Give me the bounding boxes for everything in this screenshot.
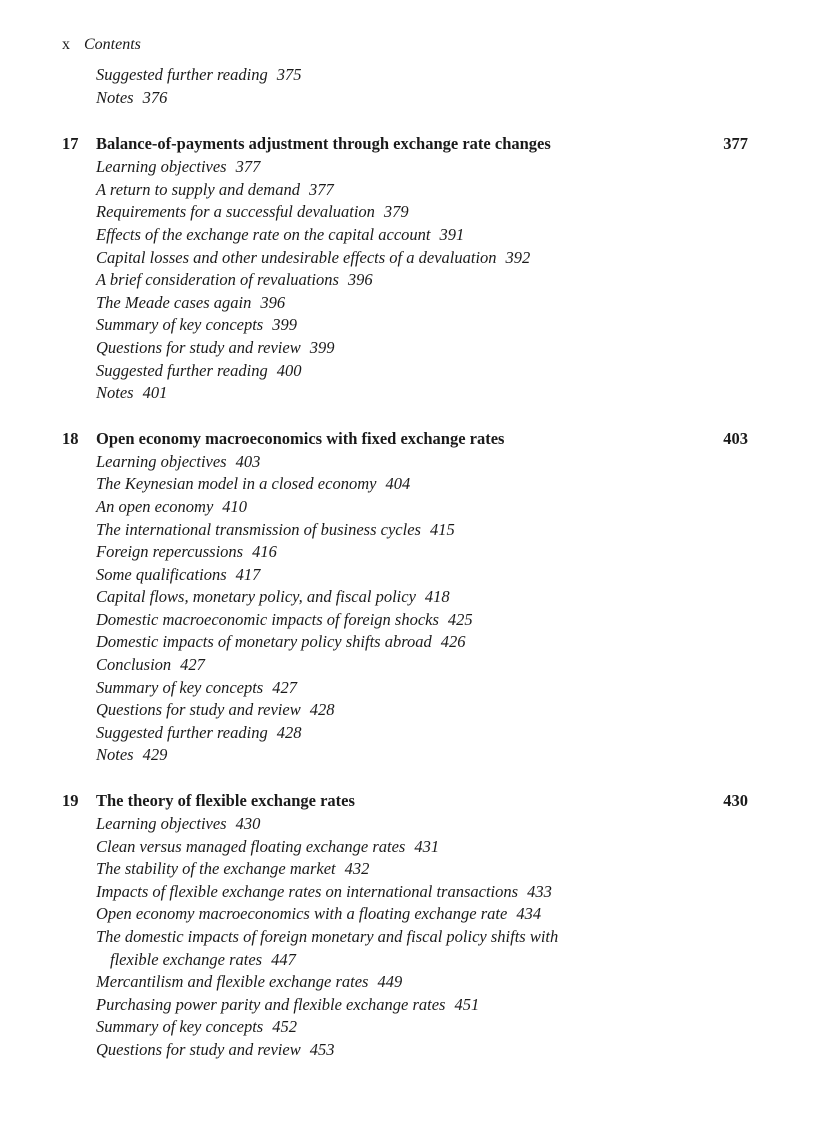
toc-entry[interactable]: Suggested further reading 428: [96, 722, 302, 742]
toc-entry[interactable]: Purchasing power parity and flexible exchange rates 451: [96, 994, 480, 1014]
toc-entry[interactable]: Summary of key concepts 399: [96, 315, 297, 335]
toc-entry-continuation[interactable]: flexible exchange rates 447: [110, 949, 296, 969]
toc-entry[interactable]: Notes 376: [96, 87, 168, 107]
chapter-number: 18: [62, 428, 79, 448]
running-title: Contents: [84, 36, 141, 53]
toc-entry[interactable]: Summary of key concepts 452: [96, 1017, 297, 1037]
chapter-heading-19[interactable]: [0, 789, 816, 813]
toc-entry[interactable]: The international transmission of business cycles 415: [96, 519, 455, 539]
toc-entry[interactable]: Open economy macroeconomics with a floating exchange rate 434: [96, 904, 542, 924]
toc-entry[interactable]: The stability of the exchange market 432: [96, 859, 370, 879]
toc-entry[interactable]: Requirements for a successful devaluation 379: [96, 202, 409, 222]
page-folio: x: [62, 36, 70, 53]
toc-entry[interactable]: Impacts of flexible exchange rates on international transactions 433: [96, 881, 552, 901]
chapter-number: 17: [62, 134, 79, 154]
chapter-heading-18[interactable]: [0, 427, 816, 451]
toc-entry[interactable]: Domestic impacts of monetary policy shifts abroad 426: [96, 632, 466, 652]
chapter-page: 377: [723, 134, 748, 154]
toc-entry[interactable]: An open economy 410: [96, 496, 248, 516]
toc-entry[interactable]: Clean versus managed floating exchange rates 431: [96, 836, 440, 856]
table-of-contents: [0, 64, 816, 1062]
chapter-heading-17[interactable]: [0, 132, 816, 156]
toc-entry[interactable]: A brief consideration of revaluations 396: [96, 270, 373, 290]
toc-entry[interactable]: Domestic macroeconomic impacts of foreign shocks 425: [96, 609, 473, 629]
toc-entry[interactable]: Summary of key concepts 427: [96, 677, 297, 697]
chapter-number: 19: [62, 791, 79, 811]
chapter-page: 403: [723, 428, 748, 448]
chapter-title: Balance-of-payments adjustment through exchange rate changes: [96, 134, 551, 154]
toc-entry[interactable]: The domestic impacts of foreign monetary and fiscal policy shifts with: [96, 927, 559, 946]
toc-entry[interactable]: Learning objectives 430: [96, 814, 261, 834]
toc-entry[interactable]: Conclusion 427: [96, 655, 205, 675]
toc-entry[interactable]: Questions for study and review 453: [96, 1039, 335, 1059]
toc-entry[interactable]: Capital flows, monetary policy, and fiscal policy 418: [96, 587, 450, 607]
running-header: [62, 35, 141, 55]
chapter-page: 430: [723, 791, 748, 811]
toc-entry[interactable]: Suggested further reading 375: [96, 65, 302, 84]
toc-entry[interactable]: Effects of the exchange rate on the capital account 391: [96, 224, 465, 244]
toc-entry[interactable]: Learning objectives 377: [96, 157, 261, 177]
toc-entry[interactable]: Learning objectives 403: [96, 451, 261, 471]
toc-entry[interactable]: Notes 401: [96, 383, 168, 403]
toc-entry[interactable]: Foreign repercussions 416: [96, 542, 277, 562]
toc-entry[interactable]: Capital losses and other undesirable effects of a devaluation 392: [96, 247, 531, 267]
toc-entry[interactable]: The Meade cases again 396: [96, 292, 286, 312]
toc-entry[interactable]: Notes 429: [96, 745, 168, 765]
chapter-title: The theory of flexible exchange rates: [96, 791, 355, 811]
toc-entry[interactable]: Suggested further reading 400: [96, 360, 302, 380]
chapter-title: Open economy macroeconomics with fixed exchange rates: [96, 428, 505, 448]
toc-entry[interactable]: Questions for study and review 399: [96, 337, 335, 357]
toc-entry[interactable]: Some qualifications 417: [96, 564, 261, 584]
toc-entry[interactable]: A return to supply and demand 377: [96, 179, 334, 199]
toc-entry[interactable]: Mercantilism and flexible exchange rates 449: [96, 972, 403, 992]
toc-entry[interactable]: The Keynesian model in a closed economy 404: [96, 474, 411, 494]
toc-entry[interactable]: Questions for study and review 428: [96, 700, 335, 720]
